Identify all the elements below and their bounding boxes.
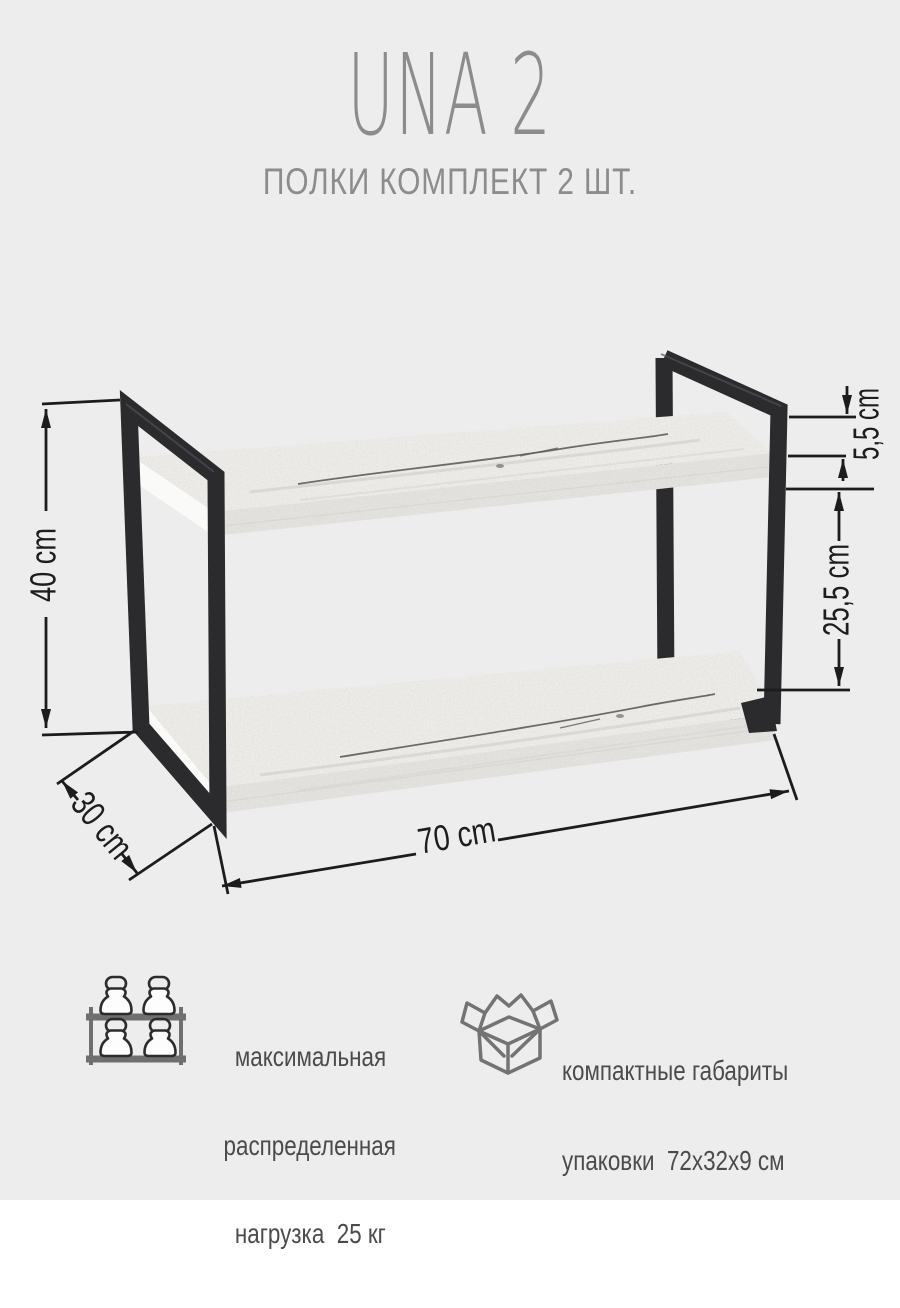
dim-shelf-offset <box>786 351 887 489</box>
dim-arrow-line <box>498 791 789 840</box>
dim-shelf-gap-label: 25,5 cm <box>815 507 857 636</box>
package-size-line: компактные габариты <box>562 1055 789 1086</box>
dim-extension <box>129 824 212 880</box>
shelf-texture-overlay <box>133 412 775 814</box>
kettlebells-rack-icon <box>80 972 190 1074</box>
dim-depth-label: 30 cm <box>63 783 157 886</box>
max-load-line: максимальная <box>234 1041 386 1072</box>
dim-shelf-offset-label: 5,5 cm <box>845 351 887 460</box>
max-load-text <box>195 983 425 1308</box>
dim-extension <box>57 731 134 784</box>
kettlebell <box>101 977 132 1014</box>
frame-highlight <box>661 354 781 406</box>
right-frame-rear-post <box>664 358 666 692</box>
dim-arrow-line <box>222 854 416 886</box>
dim-height-label: 40 cm <box>22 503 64 602</box>
kettlebell <box>145 1019 176 1056</box>
package-size-text <box>562 996 892 1236</box>
kettlebell <box>144 977 175 1014</box>
kettlebell <box>101 1019 132 1056</box>
dim-tick <box>42 732 138 735</box>
dim-tick <box>42 400 120 404</box>
max-load-line: распределенная <box>223 1129 397 1161</box>
open-box <box>462 995 557 1073</box>
product-subtitle: ПОЛКИ КОМПЛЕКТ 2 ШТ. <box>262 161 638 202</box>
dim-arrow-line <box>122 854 137 873</box>
dim-width-label: 70 cm <box>414 804 519 862</box>
dim-height <box>23 400 138 735</box>
dim-arrow-line <box>62 781 78 800</box>
max-load-line: нагрузка 25 кг <box>234 1218 386 1249</box>
package-size-line: упаковки 72х32х9 см <box>562 1145 785 1176</box>
dim-extension <box>774 734 797 800</box>
product-name: UNA 2 <box>347 31 553 161</box>
open-box-icon <box>455 988 565 1080</box>
